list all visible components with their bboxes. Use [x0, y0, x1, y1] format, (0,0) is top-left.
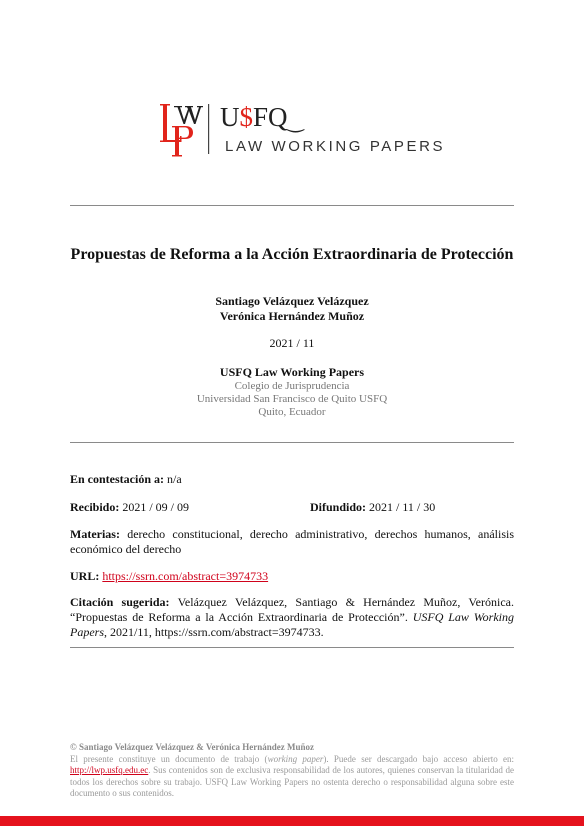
published-group — [310, 500, 435, 515]
paper-date: 2021 / 11 — [269, 336, 315, 350]
affiliation-city: Quito, Ecuador — [258, 406, 326, 418]
url-label: URL: — [70, 569, 100, 583]
lwp-site-link[interactable]: http://lwp.usfq.edu.ec — [70, 765, 149, 775]
subjects-value: derecho constitucional, derecho administrativo, derechos humanos, análisis económico del derecho — [70, 527, 515, 556]
reply-label: En contestación a: — [70, 472, 164, 486]
published-label: Difundido: — [310, 500, 367, 514]
received-value: 2021 / 09 / 09 — [122, 500, 190, 514]
footer-notice — [70, 742, 514, 800]
affiliation-college: Colegio de Jurisprudencia — [234, 380, 350, 392]
received-group — [70, 500, 189, 515]
citation-block — [70, 595, 514, 640]
author-2: Verónica Hernández Muñoz — [219, 309, 365, 323]
affiliation-university: Universidad San Francisco de Quito USFQ — [196, 393, 388, 405]
reply-value: n/a — [167, 472, 182, 486]
usfq-brand — [220, 102, 304, 133]
usfq-brand-accent: $ — [239, 102, 253, 132]
citation-text: Velázquez Velázquez, Santiago & Hernández Muñoz, Verónica. “Propuestas de Reforma a la Acción Extraordinaria de Protección”. — [70, 595, 514, 624]
received-label: Recibido: — [70, 500, 120, 514]
middle-divider — [70, 442, 514, 443]
subjects-label: Materias: — [70, 527, 120, 541]
citation-label: Citación sugerida: — [70, 595, 170, 609]
ssrn-link[interactable]: https://ssrn.com/abstract=3974733 — [102, 569, 269, 583]
reply-line — [70, 472, 514, 487]
lwp-usfq-logo — [158, 100, 448, 160]
paper-title: Propuestas de Reforma a la Acción Extraordinaria de Protección — [70, 246, 514, 263]
footer-text-1: El presente constituye un documento de trabajo ( — [70, 753, 268, 764]
footer-text-1-end: ). Puede ser descargado bajo acceso abierto en: — [323, 753, 514, 764]
footer-text-italic: working paper — [267, 753, 324, 764]
usfq-brand-u: U — [220, 102, 240, 132]
footer-copyright: © Santiago Velázquez Velázquez & Verónica Hernández Muñoz — [70, 742, 314, 752]
authors-block — [60, 294, 524, 324]
series-name: USFQ Law Working Papers — [219, 365, 365, 379]
citation-text-end: , 2021/11, https://ssrn.com/abstract=3974733. — [104, 625, 324, 639]
citation-journal: USFQ Law Working Papers — [70, 610, 515, 639]
usfq-brand-swoosh: ‿ — [287, 111, 304, 133]
logo-subtitle: LAW WORKING PAPERS — [225, 138, 446, 155]
series-block — [60, 365, 524, 419]
author-1: Santiago Velázquez Velázquez — [215, 294, 369, 308]
top-divider — [70, 205, 514, 206]
bottom-divider — [70, 647, 514, 648]
lwp-monogram-icon — [158, 100, 218, 158]
footer-text-2: . Sus contenidos son de exclusiva responsabilidad de los autores, quienes conservan la titularidad de todos los derechos sobre su trabajo. USFQ Law Working Papers no ostenta derecho o responsabilidad alguna sobre este documento o sus contenidos. — [70, 765, 514, 798]
published-value: 2021 / 11 / 30 — [369, 500, 436, 514]
subjects-line — [70, 527, 514, 557]
usfq-brand-rest: FQ — [253, 102, 288, 132]
bottom-accent-bar — [0, 816, 584, 826]
url-line — [70, 569, 514, 584]
